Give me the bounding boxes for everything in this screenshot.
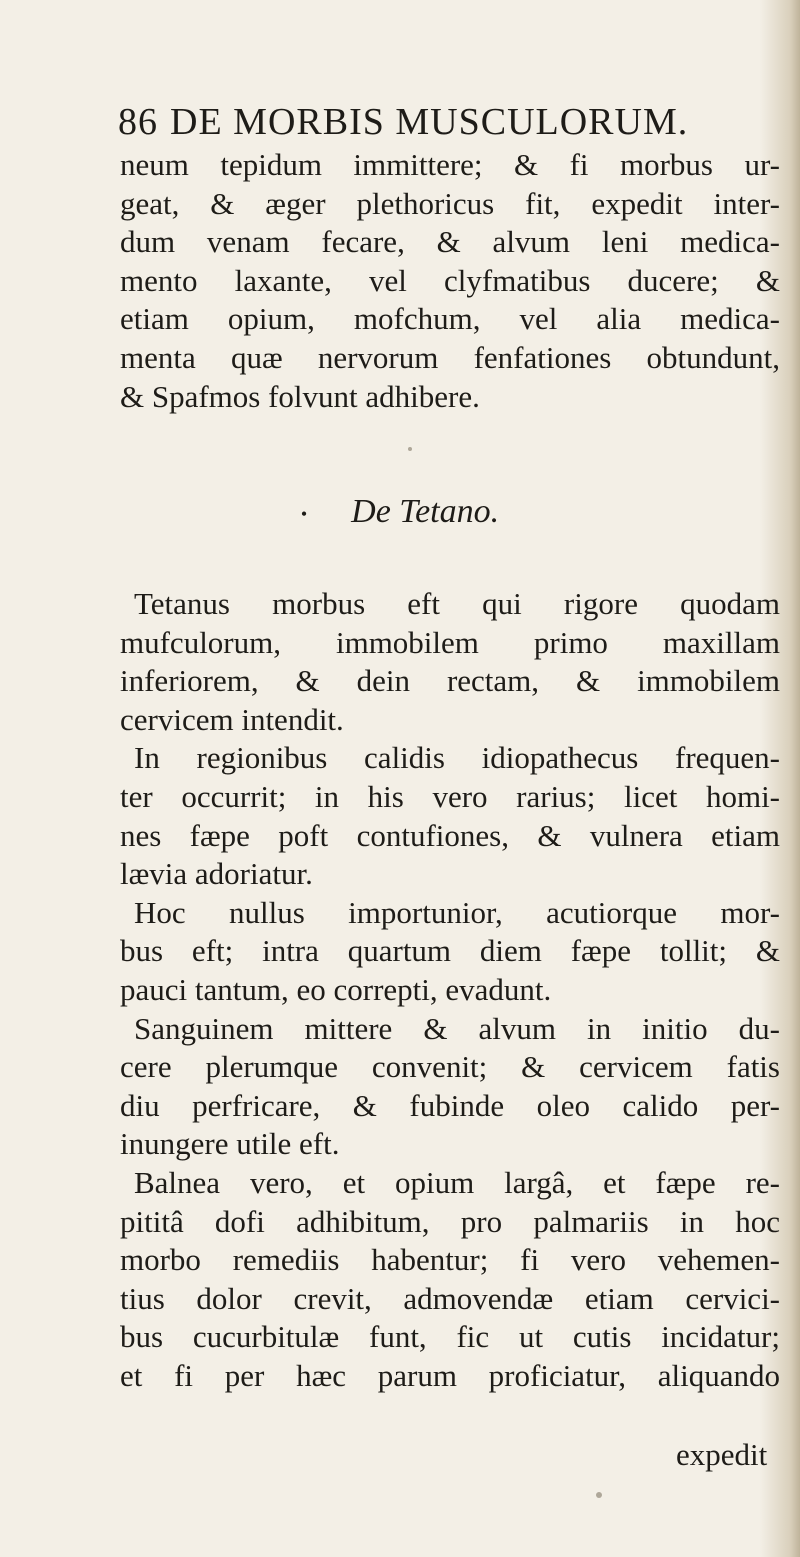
bullet-mark: • (300, 503, 308, 524)
ink-speck (596, 1492, 602, 1498)
text-line: & Spafmos folvunt adhibere. (120, 378, 480, 414)
section-title: De Tetano. (351, 493, 500, 530)
text-line: ter occurrit; in his vero rarius; licet homi- (120, 778, 780, 814)
paragraph-continued (120, 146, 780, 416)
text-line: cere plerumque convenit; & cervicem fatis (120, 1049, 780, 1085)
text-line: bus cucurbitulæ funt, fic ut cutis incidatur; (120, 1319, 780, 1355)
text-line: In regionibus calidis idiopathecus frequen- (134, 740, 780, 776)
text-line: cervicem intendit. (120, 701, 344, 737)
text-line: et fi per hæc parum proficiatur, aliquando (120, 1357, 780, 1393)
text-line: mento laxante, vel clyfmatibus ducere; & (120, 262, 780, 298)
text-line: inferiorem, & dein rectam, & immobilem (120, 663, 780, 699)
text-line: neum tepidum immittere; & fi morbus ur- (120, 147, 780, 182)
text-line: Sanguinem mittere & alvum in initio du- (134, 1010, 780, 1046)
text-line: morbo remediis habentur; fi vero vehemen- (120, 1242, 780, 1278)
ink-speck (408, 447, 412, 451)
text-line: geat, & æger plethoricus fit, expedit inter- (120, 185, 780, 221)
running-head (118, 100, 798, 144)
text-line: mufculorum, immobilem primo maxillam (120, 624, 780, 660)
section-body (120, 585, 780, 1395)
text-line: Tetanus morbus eft qui rigore quodam (134, 586, 780, 621)
text-line: bus eft; intra quartum diem fæpe tollit; & (120, 933, 780, 969)
catchword: expedit (676, 1437, 768, 1472)
text-line: nes fæpe poft contufiones, & vulnera etiam (120, 817, 780, 853)
text-line: etiam opium, mofchum, vel alia medica- (120, 301, 780, 337)
text-line: Balnea vero, et opium largâ, et fæpe re- (134, 1164, 780, 1200)
text-line: tius dolor crevit, admovendæ etiam cervici- (120, 1280, 780, 1316)
text-line: lævia adoriatur. (120, 856, 313, 892)
text-line: inungere utile eft. (120, 1126, 340, 1162)
running-title: DE MORBIS MUSCULORUM. (170, 101, 689, 143)
text-line: dum venam fecare, & alvum leni medica- (120, 224, 780, 260)
text-line: diu perfricare, & fubinde oleo calido per- (120, 1087, 780, 1123)
page-number: 86 (118, 101, 158, 143)
section-heading (0, 493, 800, 531)
text-line: Hoc nullus importunior, acutiorque mor- (134, 894, 780, 930)
text-line: pauci tantum, eo correpti, evadunt. (120, 971, 552, 1007)
text-line: menta quæ nervorum fenfationes obtundunt, (120, 339, 780, 375)
text-line: pititâ dofi adhibitum, pro palmariis in hoc (120, 1203, 780, 1239)
